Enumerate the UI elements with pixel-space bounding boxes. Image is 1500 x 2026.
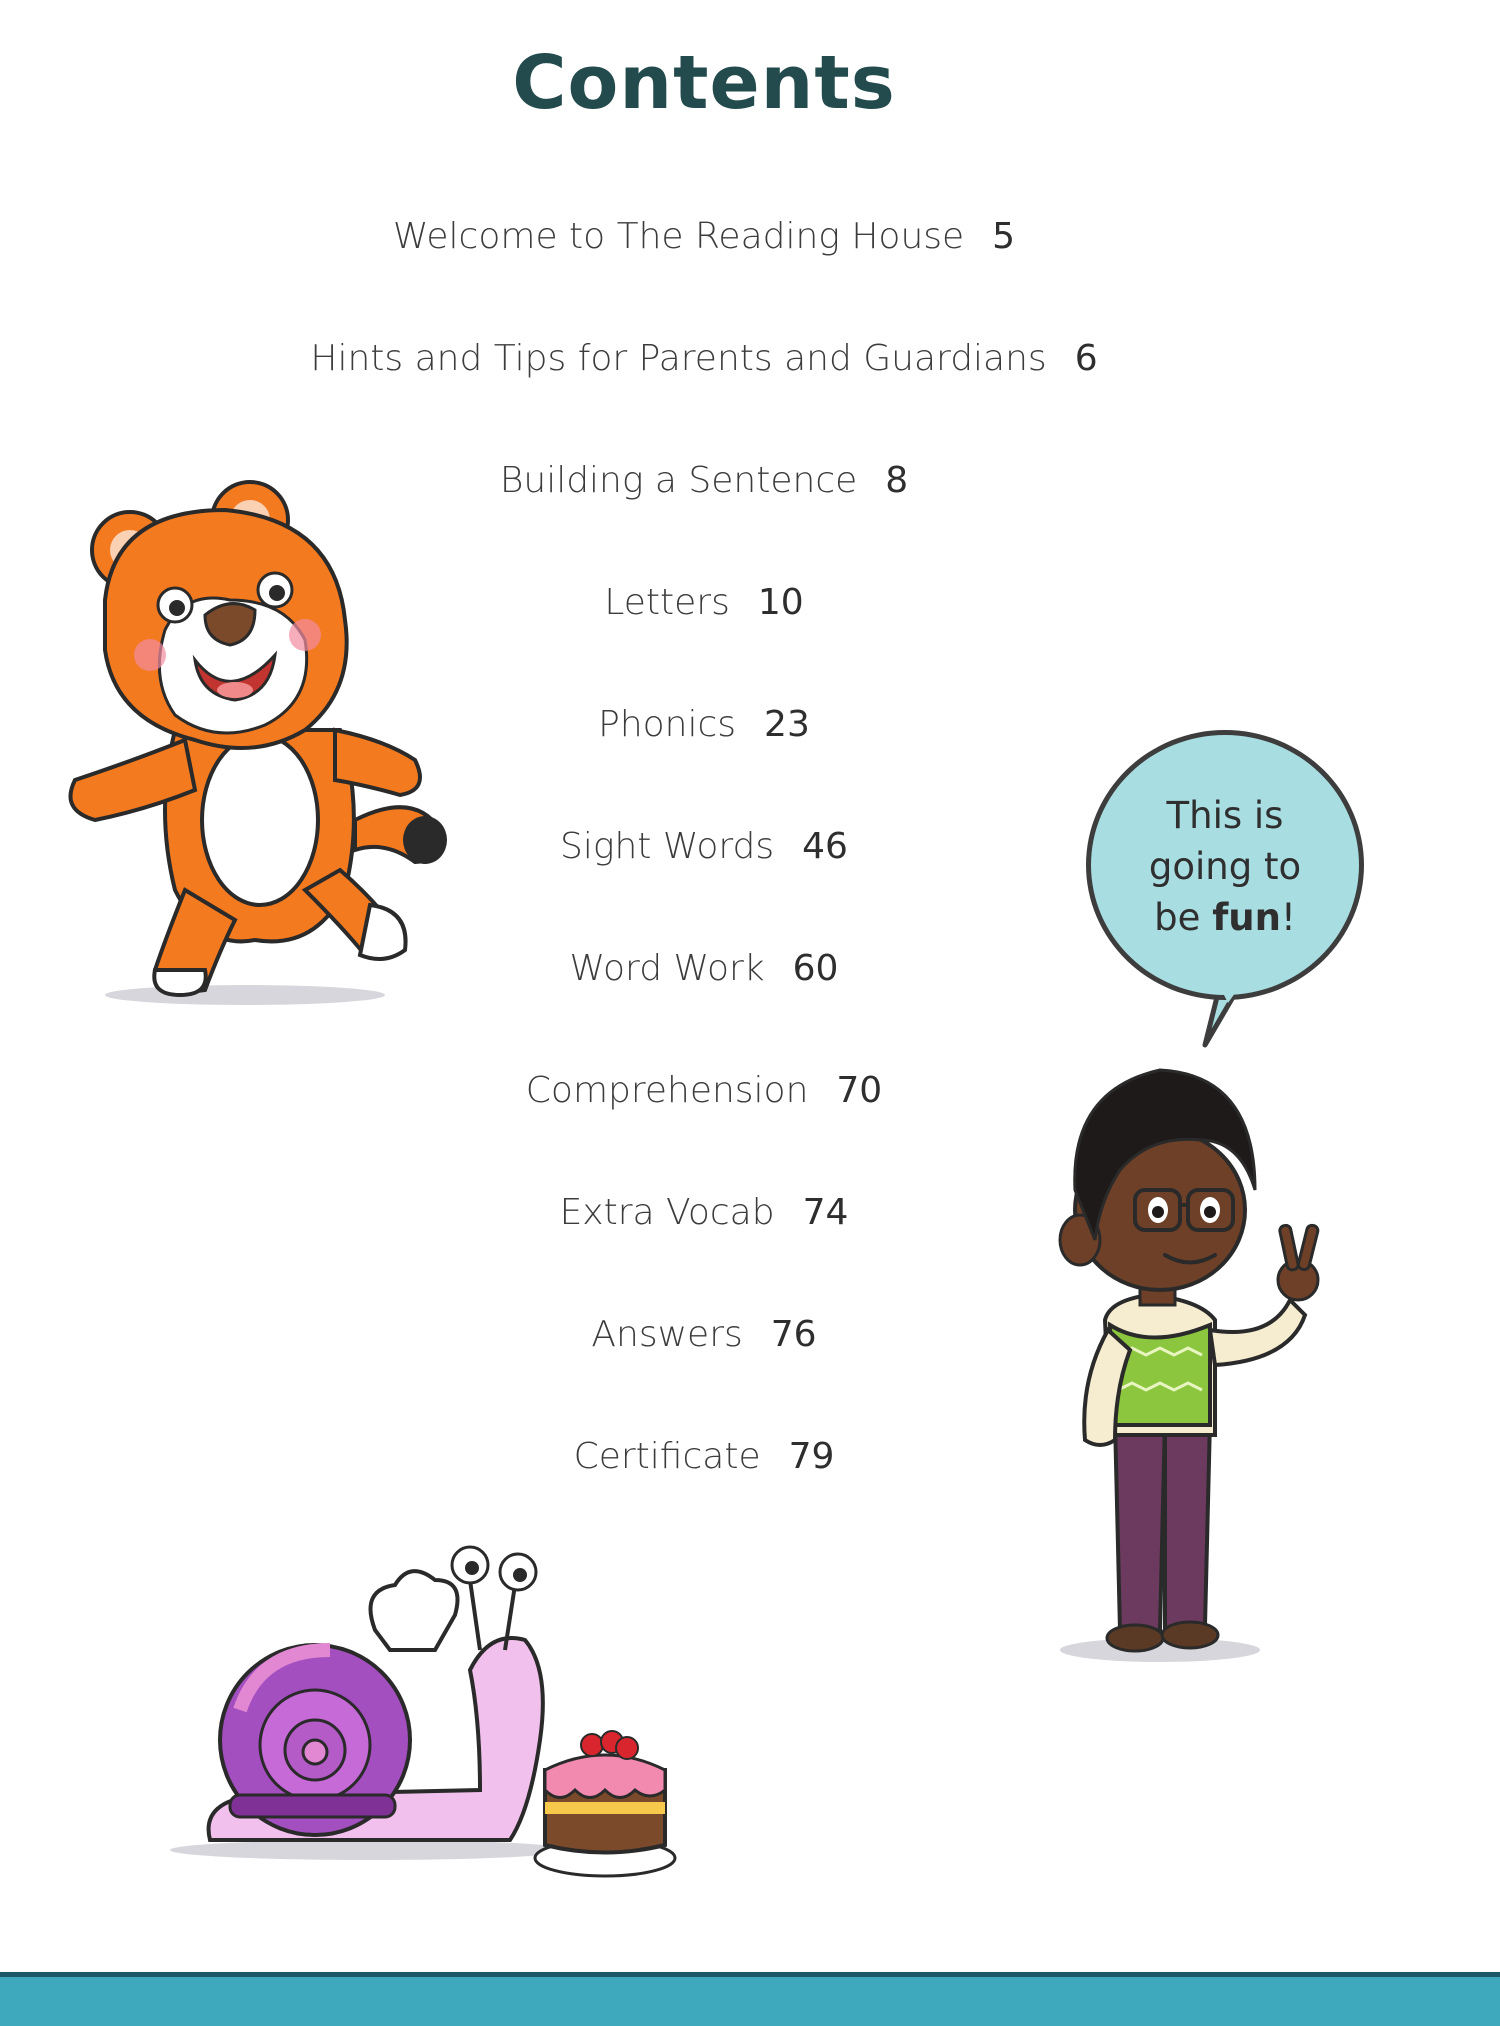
- speech-bubble-tail-fill: [1200, 985, 1270, 1055]
- toc-entry-page: 5: [992, 216, 1016, 257]
- toc-entry-title: Answers: [591, 1314, 743, 1355]
- toc-entry-page: 74: [802, 1192, 849, 1233]
- toc-entry-page: 8: [885, 460, 909, 501]
- toc-entry-title: Sight Words: [560, 826, 775, 867]
- tiger-illustration: [55, 490, 455, 1010]
- snail-cake-illustration: [180, 1540, 720, 1900]
- toc-entry[interactable]: [0, 212, 1408, 262]
- speech-line-3: [1100, 892, 1350, 943]
- speech-bubble-text: [1100, 790, 1350, 943]
- toc-entry-title: Hints and Tips for Parents and Guardians: [310, 338, 1047, 379]
- boy-illustration: [1040, 1050, 1340, 1670]
- speech-line-3-suffix: !: [1280, 896, 1296, 939]
- toc-entry-page: 10: [757, 582, 804, 623]
- toc-entry-title: Extra Vocab: [559, 1192, 775, 1233]
- toc-entry-page: 6: [1074, 338, 1098, 379]
- toc-entry-title: Phonics: [598, 704, 737, 745]
- speech-line-1: This is: [1166, 794, 1284, 837]
- toc-entry-title: Comprehension: [525, 1070, 809, 1111]
- toc-entry-page: 60: [792, 948, 839, 989]
- toc-entry-page: 23: [764, 704, 810, 745]
- toc-entry[interactable]: [0, 334, 1408, 384]
- toc-entry-page: 46: [802, 826, 848, 867]
- toc-entry-title: Welcome to The Reading House: [392, 216, 965, 257]
- toc-entry-title: Certificate: [573, 1436, 761, 1477]
- page-title: Contents: [512, 40, 896, 126]
- toc-entry-title: Word Work: [569, 948, 765, 989]
- toc-entry-title: Building a Sentence: [499, 460, 858, 501]
- toc-entry-page: 79: [788, 1436, 835, 1477]
- bottom-color-band: [0, 1972, 1500, 2026]
- toc-entry-page: 70: [836, 1070, 883, 1111]
- speech-line-3-prefix: be: [1154, 896, 1213, 939]
- speech-line-3-bold: fun: [1212, 896, 1281, 939]
- toc-entry-title: Letters: [604, 582, 730, 623]
- toc-entry-page: 76: [770, 1314, 817, 1355]
- speech-line-2: going to: [1148, 845, 1302, 888]
